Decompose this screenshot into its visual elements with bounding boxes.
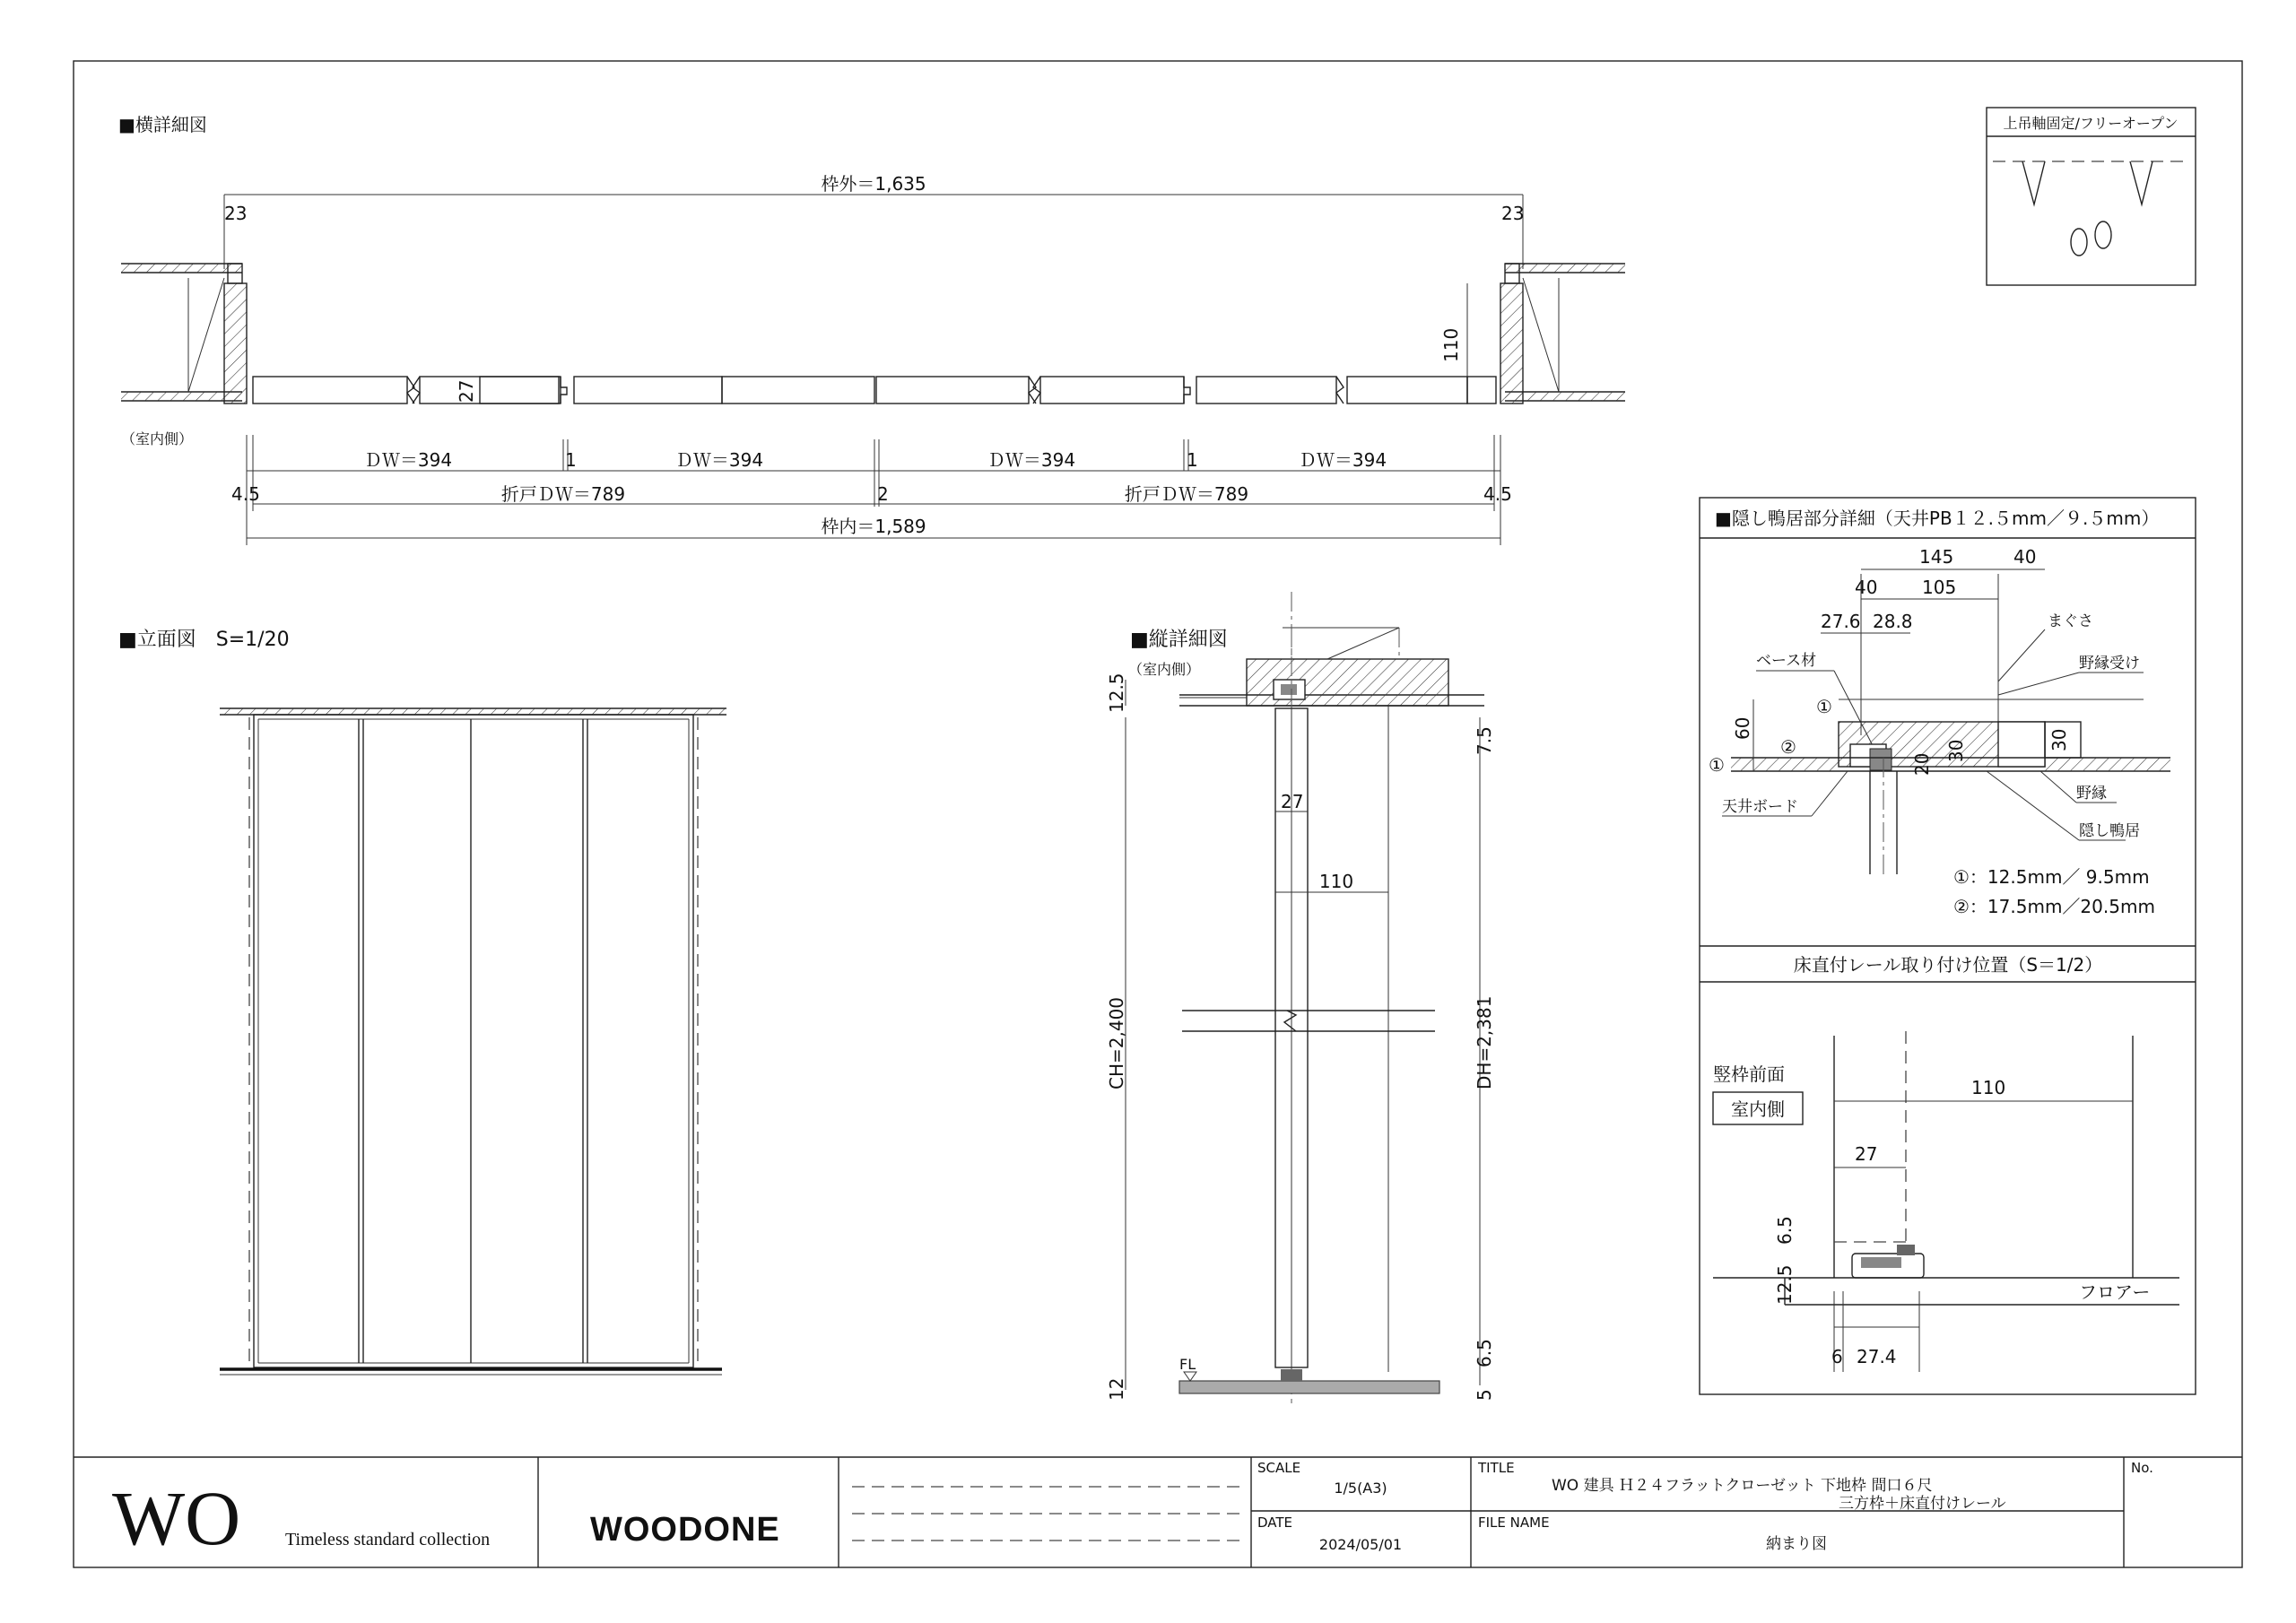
hidden-head-detail — [1700, 498, 2196, 1394]
scale-label: SCALE — [1257, 1460, 1301, 1476]
dim-12-floor: 12 — [1106, 1377, 1127, 1401]
hh-105: 105 — [1922, 577, 1957, 598]
hh-30b: 30 — [2048, 728, 2070, 751]
footprint-icon-right — [2095, 221, 2111, 248]
file-label: FILE NAME — [1478, 1515, 1550, 1531]
gap-1b: 1 — [1187, 449, 1198, 471]
title-label: TITLE — [1478, 1460, 1515, 1476]
dim-7-5: 7.5 — [1474, 726, 1495, 755]
dw-3: ＤＷ＝394 — [987, 449, 1076, 471]
fr-27: 27 — [1855, 1143, 1878, 1165]
hh-40a: 40 — [1855, 577, 1878, 598]
date-value: 2024/05/01 — [1318, 1536, 1403, 1553]
indoor-label-v: （室内側） — [1128, 661, 1201, 678]
opening-type-box — [1987, 108, 2196, 285]
elevation-view — [118, 629, 726, 1375]
floor-label: フロアー — [2079, 1281, 2151, 1303]
indoor-box-label: 室内側 — [1731, 1098, 1785, 1120]
magusa-label: まぐさ — [2048, 612, 2093, 630]
sheet-border — [74, 61, 2242, 1567]
fold-dw-a: 折戸ＤＷ＝789 — [500, 483, 626, 505]
maker-logo: WOODONE — [590, 1511, 780, 1549]
file-value: 納まり図 — [1766, 1535, 1827, 1553]
hh-40b: 40 — [2013, 546, 2037, 568]
dim-12-5-top: 12.5 — [1106, 673, 1127, 713]
hh-circ2: ② — [1780, 736, 1796, 758]
scale-value: 1/5(A3) — [1334, 1480, 1387, 1497]
brand-tagline: Timeless standard collection — [285, 1530, 491, 1549]
depth-110-dim: 110 — [1440, 327, 1462, 362]
edge-45-right: 4.5 — [1483, 483, 1512, 505]
frame-outer-dim: 枠外＝1,635 — [821, 173, 926, 195]
frame-inner-dim: 枠内＝1,589 — [821, 516, 926, 537]
ch-dim: CH=2,400 — [1106, 996, 1127, 1089]
hh-30a: 30 — [1945, 739, 1967, 762]
dim-27-v: 27 — [1281, 791, 1304, 812]
ceiling-board-label: 天井ボード — [1722, 798, 1798, 816]
thick-27-dim: 27 — [456, 379, 477, 403]
footprint-icon-left — [2071, 229, 2087, 256]
dim-6-5-floor: 6.5 — [1474, 1339, 1495, 1367]
door-panel-row — [253, 377, 1496, 404]
fr-6-5: 6.5 — [1774, 1216, 1796, 1245]
opening-type-label: 上吊軸固定/フリーオープン — [2003, 115, 2179, 132]
date-label: DATE — [1257, 1515, 1293, 1531]
fold-dw-b: 折戸ＤＷ＝789 — [1124, 483, 1249, 505]
fr-6: 6 — [1831, 1346, 1843, 1367]
hh-note1: ①：12.5mm／ 9.5mm — [1953, 866, 2150, 888]
fl-label: FL — [1179, 1356, 1196, 1373]
hh-circ1b: ① — [1709, 754, 1725, 776]
hh-60: 60 — [1732, 716, 1753, 740]
hh-circ1: ① — [1816, 696, 1832, 717]
hh-27-6: 27.6 — [1821, 611, 1861, 632]
fr-12-5: 12.5 — [1774, 1264, 1796, 1305]
floor-rail-title: 床直付レール取り付け位置（S＝1/2） — [1793, 954, 2103, 976]
hh-20: 20 — [1911, 752, 1933, 776]
dw-4: ＤＷ＝394 — [1298, 449, 1387, 471]
dw-2: ＤＷ＝394 — [674, 449, 764, 471]
left-23-dim: 23 — [224, 203, 248, 224]
gap-1a: 1 — [565, 449, 577, 471]
indoor-label-h: （室内側） — [121, 430, 194, 447]
nobuchi-label: 野縁 — [2076, 785, 2107, 803]
elevation-title: ■立面図 S=1/20 — [118, 629, 290, 651]
right-23-dim: 23 — [1501, 203, 1525, 224]
vertical-detail — [1106, 592, 1495, 1403]
horizontal-detail — [118, 114, 1625, 545]
horizontal-title: ■横詳細図 — [118, 114, 207, 135]
title-line1: WO 建具 Ｈ２４フラットクローゼット 下地枠 間口６尺 — [1552, 1477, 1933, 1495]
dim-5-floor: 5 — [1474, 1389, 1495, 1401]
title-line2: 三方枠＋床直付けレール — [1839, 1495, 2006, 1513]
hh-145: 145 — [1919, 546, 1954, 568]
frame-front-label: 竪枠前面 — [1713, 1063, 1785, 1085]
vertical-title: ■縦詳細図 — [1130, 629, 1228, 651]
brand-logo: WO — [112, 1475, 241, 1561]
dh-dim: DH=2,381 — [1474, 995, 1495, 1089]
edge-45-left: 4.5 — [231, 483, 260, 505]
hh-note2: ②：17.5mm／20.5mm — [1953, 896, 2155, 917]
nobuchi-uke-label: 野縁受け — [2079, 655, 2140, 673]
no-label: No. — [2131, 1460, 2153, 1476]
title-block — [74, 1457, 2242, 1567]
gap-2: 2 — [877, 483, 889, 505]
dim-110-v: 110 — [1318, 871, 1354, 892]
dw-1: ＤＷ＝394 — [363, 449, 453, 471]
hidden-kamoi-label: 隠し鴨居 — [2079, 822, 2140, 840]
fr-110: 110 — [1971, 1077, 2006, 1098]
base-label: ベース材 — [1756, 652, 1817, 670]
fr-27-4: 27.4 — [1857, 1346, 1897, 1367]
hidden-head-title: ■隠し鴨居部分詳細（天井PB１２.５mm／９.５mm） — [1715, 508, 2160, 529]
hh-28-8: 28.8 — [1873, 611, 1913, 632]
